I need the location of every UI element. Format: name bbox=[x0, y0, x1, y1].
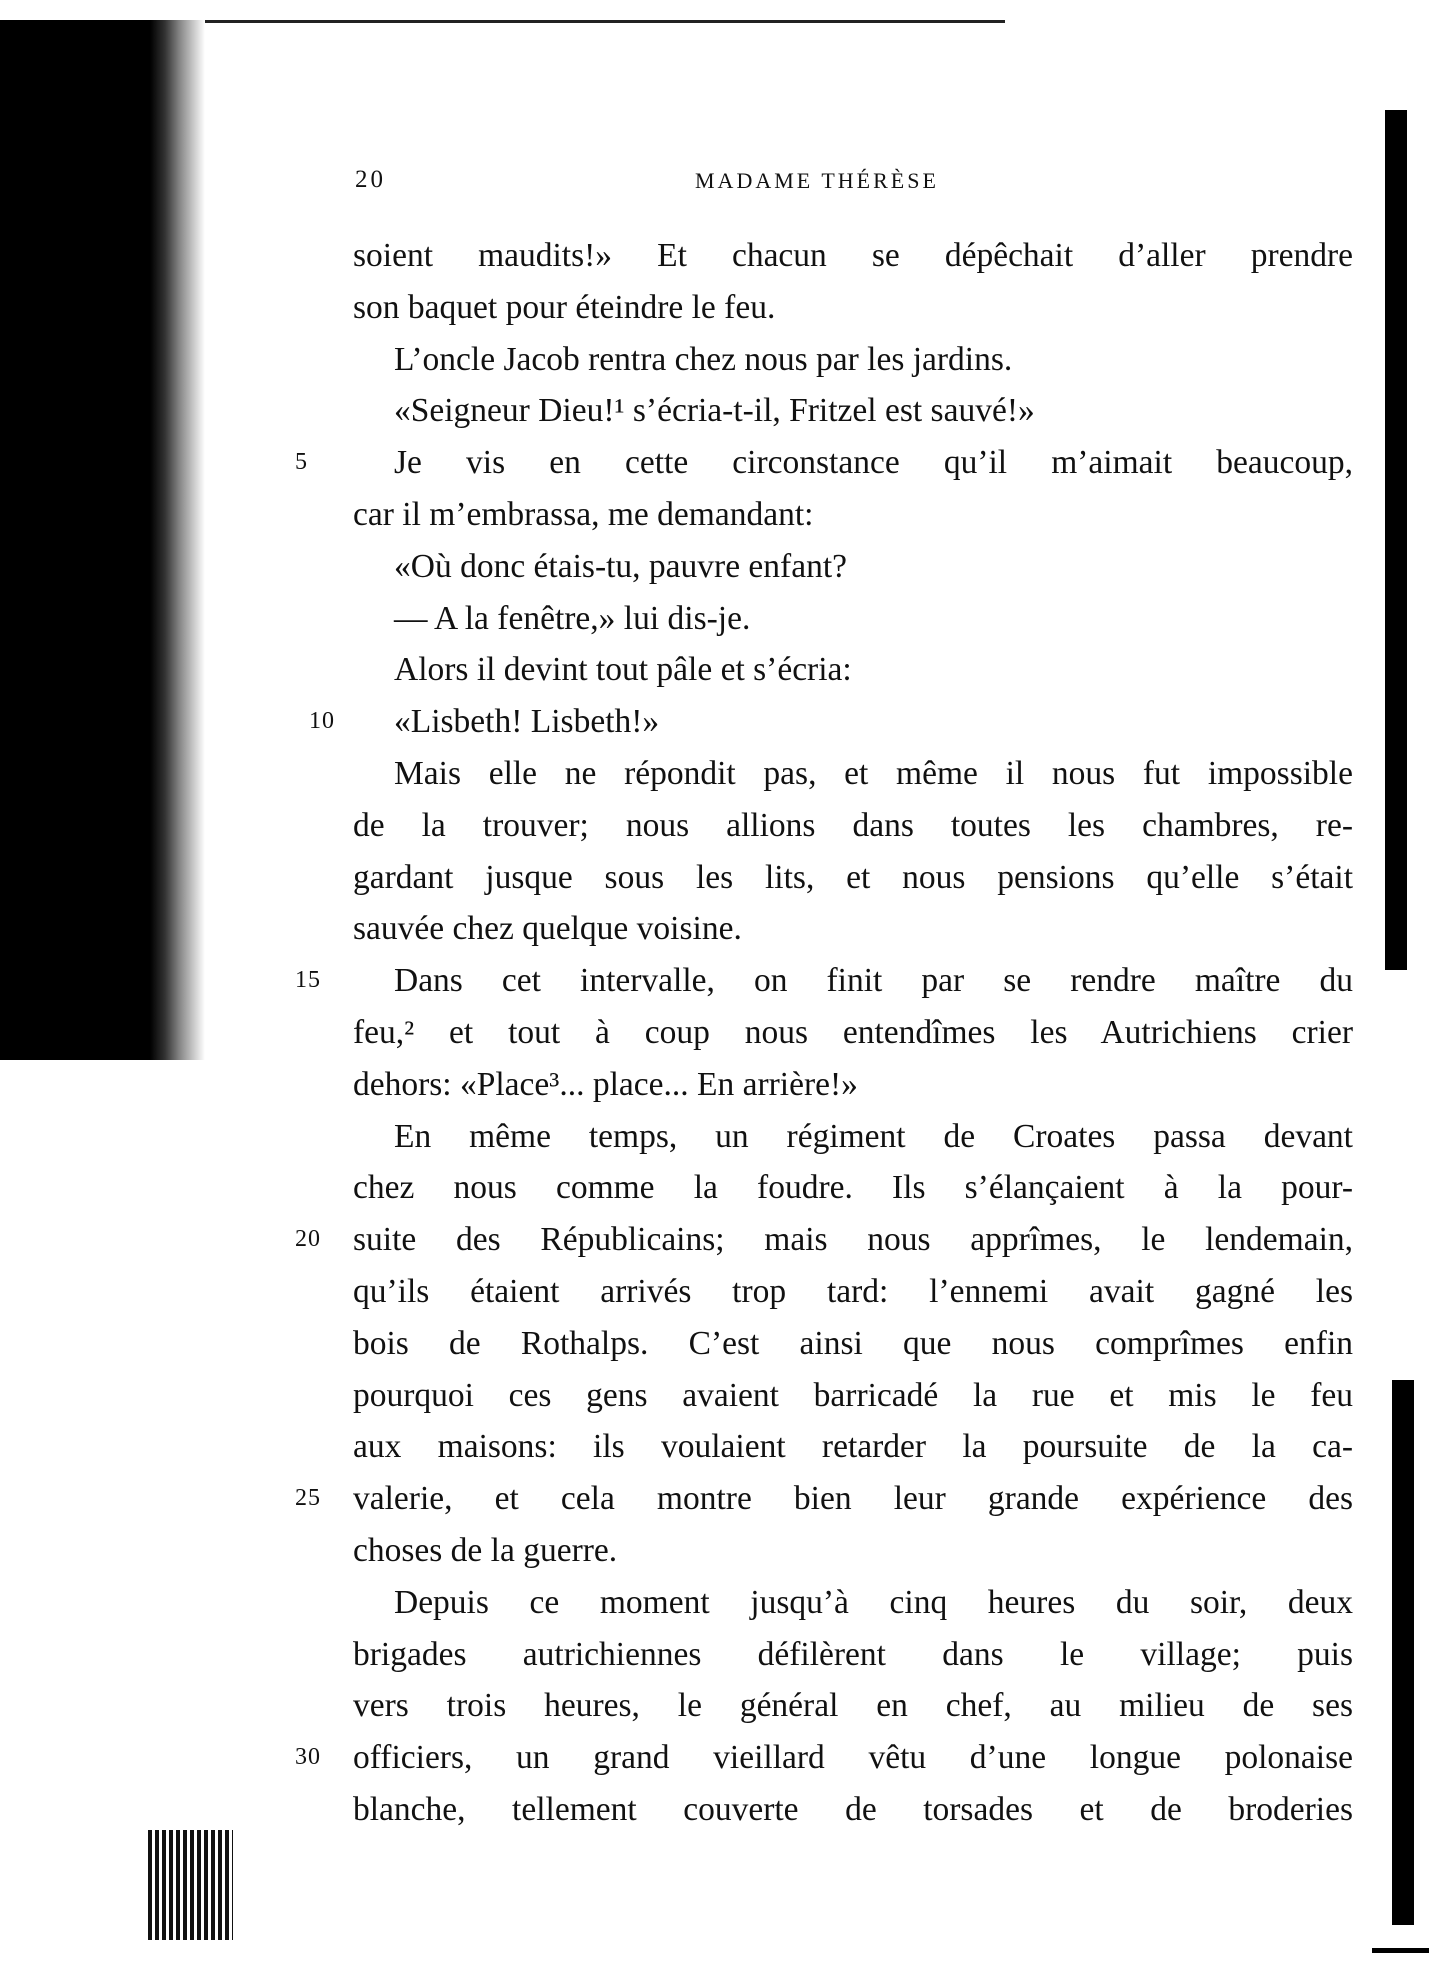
line-number: 20 bbox=[295, 1226, 321, 1253]
line-text: «Seigneur Dieu!¹ s’écria-t-il, Fritzel est sauvé!» bbox=[394, 392, 1035, 430]
text-line bbox=[353, 1680, 1353, 1732]
line-text: vers trois heures, le général en chef, au milieu de ses bbox=[353, 1687, 1353, 1725]
text-line bbox=[295, 955, 1353, 1007]
text-line bbox=[353, 1577, 1353, 1629]
text-line bbox=[353, 282, 1353, 334]
text-line bbox=[353, 1629, 1353, 1681]
line-text: Alors il devint tout pâle et s’écria: bbox=[394, 651, 852, 689]
text-line bbox=[353, 800, 1353, 852]
text-line bbox=[353, 644, 1353, 696]
scan-edge-right-lower bbox=[1392, 1380, 1414, 1925]
line-text: feu,² et tout à coup nous entendîmes les Autrichiens crier bbox=[353, 1013, 1353, 1051]
line-text: sauvée chez quelque voisine. bbox=[353, 910, 742, 948]
line-text: Dans cet intervalle, on finit par se rendre maître du bbox=[394, 962, 1353, 1000]
text-line bbox=[353, 593, 1353, 645]
text-line bbox=[353, 852, 1353, 904]
line-text: valerie, et cela montre bien leur grande expérience des bbox=[353, 1480, 1353, 1518]
line-text: En même temps, un régiment de Croates passa devant bbox=[394, 1117, 1353, 1155]
text-line bbox=[353, 1784, 1353, 1836]
line-text: officiers, un grand vieillard vêtu d’une longue polonaise bbox=[353, 1739, 1353, 1777]
line-text: «Où donc étais-tu, pauvre enfant? bbox=[394, 547, 848, 585]
text-line bbox=[353, 541, 1353, 593]
line-text: — A la fenêtre,» lui dis-je. bbox=[394, 599, 751, 637]
text-line bbox=[295, 1473, 1353, 1525]
scan-edge-left-lower bbox=[0, 540, 110, 1060]
line-text: bois de Rothalps. C’est ainsi que nous comprîmes enfin bbox=[353, 1324, 1353, 1362]
line-text: «Lisbeth! Lisbeth!» bbox=[394, 703, 660, 741]
line-text: soient maudits!» Et chacun se dépêchait d’aller prendre bbox=[353, 237, 1353, 274]
text-line bbox=[353, 1370, 1353, 1422]
text-line bbox=[353, 1007, 1353, 1059]
line-text: pourquoi ces gens avaient barricadé la rue et mis le feu bbox=[353, 1376, 1353, 1414]
line-text: blanche, tellement couverte de torsades et de broderies bbox=[353, 1790, 1353, 1828]
page-number: 20 bbox=[355, 166, 386, 193]
scan-edge-right-upper bbox=[1385, 110, 1407, 970]
text-line bbox=[353, 903, 1353, 955]
text-line bbox=[309, 696, 1353, 748]
text-line bbox=[353, 1111, 1353, 1163]
line-text: brigades autrichiennes défilèrent dans le village; puis bbox=[353, 1635, 1353, 1673]
line-text: suite des Républicains; mais nous apprîmes, le lendemain, bbox=[353, 1221, 1353, 1259]
line-text: Je vis en cette circonstance qu’il m’aimait beaucoup, bbox=[394, 444, 1353, 482]
line-text: car il m’embrassa, me demandant: bbox=[353, 495, 814, 533]
line-text: gardant jusque sous les lits, et nous pensions qu’elle s’était bbox=[353, 858, 1353, 896]
text-line bbox=[353, 334, 1353, 386]
line-text: choses de la guerre. bbox=[353, 1531, 618, 1569]
page-header bbox=[355, 166, 1015, 196]
text-line bbox=[295, 437, 1353, 489]
text-line bbox=[353, 1059, 1353, 1111]
text-line bbox=[353, 489, 1353, 541]
text-line bbox=[353, 1162, 1353, 1214]
line-number: 25 bbox=[295, 1485, 321, 1512]
line-text: de la trouver; nous allions dans toutes les chambres, re- bbox=[353, 806, 1353, 844]
scan-edge-bottom-right bbox=[1372, 1948, 1429, 1953]
text-line bbox=[353, 1421, 1353, 1473]
line-text: L’oncle Jacob rentra chez nous par les jardins. bbox=[394, 340, 1013, 378]
line-text: qu’ils étaient arrivés trop tard: l’ennemi avait gagné les bbox=[353, 1272, 1353, 1310]
scan-edge-bottom-left bbox=[148, 1830, 233, 1940]
text-line bbox=[353, 1525, 1353, 1577]
text-line bbox=[353, 1266, 1353, 1318]
text-line bbox=[353, 1318, 1353, 1370]
line-text: Depuis ce moment jusqu’à cinq heures du soir, deux bbox=[394, 1583, 1353, 1621]
line-text: aux maisons: ils voulaient retarder la poursuite de la ca- bbox=[353, 1428, 1353, 1466]
body-text bbox=[295, 230, 1353, 1836]
line-number: 15 bbox=[295, 967, 321, 994]
line-number: 5 bbox=[295, 449, 308, 476]
line-text: chez nous comme la foudre. Ils s’élançaient à la pour- bbox=[353, 1169, 1353, 1207]
running-title: MADAME THÉRÈSE bbox=[695, 168, 939, 193]
text-line bbox=[353, 385, 1353, 437]
text-line bbox=[353, 748, 1353, 800]
line-text: Mais elle ne répondit pas, et même il nous fut impossible bbox=[394, 754, 1353, 792]
text-line bbox=[295, 1732, 1353, 1784]
line-text: dehors: «Place³... place... En arrière!» bbox=[353, 1065, 858, 1103]
line-text: son baquet pour éteindre le feu. bbox=[353, 288, 776, 326]
text-line bbox=[295, 1214, 1353, 1266]
text-line bbox=[353, 230, 1353, 282]
line-number: 10 bbox=[309, 708, 335, 735]
line-number: 30 bbox=[295, 1744, 321, 1771]
